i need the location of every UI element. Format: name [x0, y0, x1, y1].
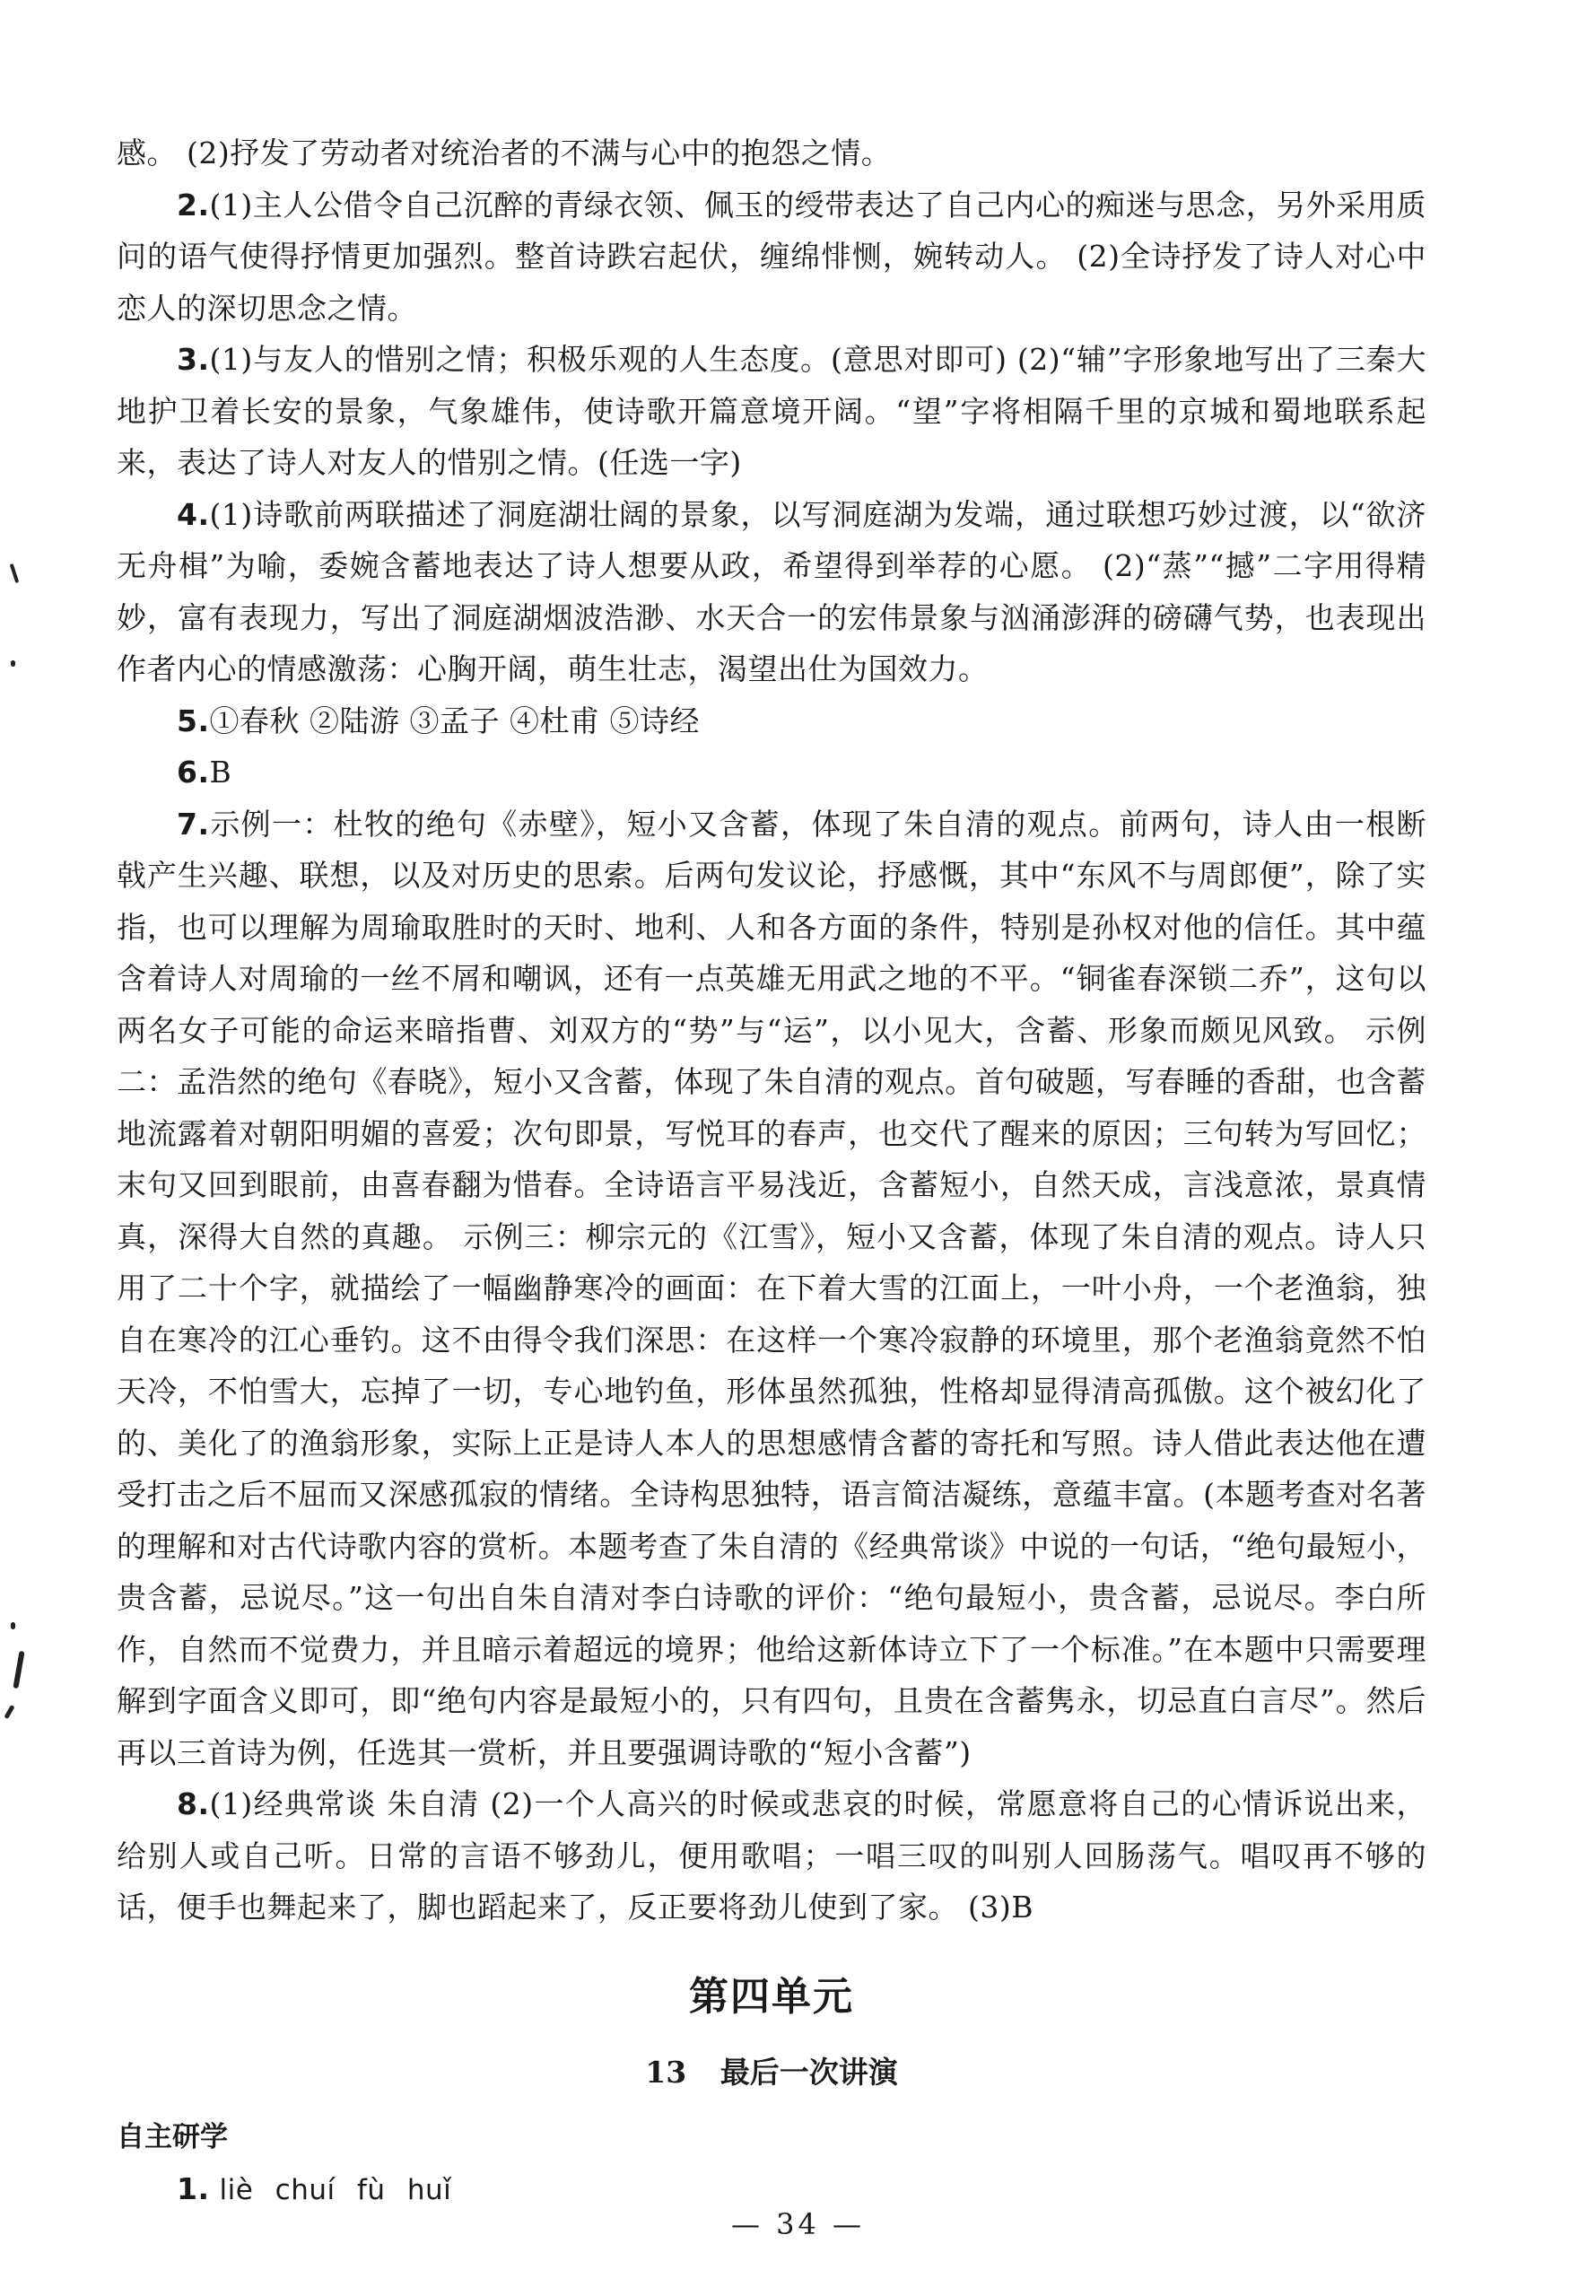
item-text: ①春秋 ②陆游 ③孟子 ④杜甫 ⑤诗经	[209, 703, 700, 738]
item-text: 示例一：杜牧的绝句《赤壁》，短小又含蓄，体现了朱自清的观点。前两句，诗人由一根断戟产生兴趣、联想，以及对历史的思索。后两句发议论，抒感慨，其中“东风不与周郎便”，除了实指，也可以理解为周瑜取胜时的天时、地利、人和各方面的条件，特别是孙权对他的信任。其中蕴含着诗人对周瑜的一丝不屑和嘲讽，还有一点英雄无用武之地的不平。“铜雀春深锁二乔”，这句以两名女子可能的命运来暗指曹、刘双方的“势”与“运”，以小见大，含蓄、形象而颇见风致。 示例二：孟浩然的绝句《春晓》，短小又含蓄，体现了朱自清的观点。首句破题，写春睡的香甜，也含蓄地流露着对朝阳明媚的喜爱；次句即景，写悦耳的春声，也交代了醒来的原因；三句转为写回忆；末句又回到眼前，由喜春翻为惜春。全诗语言平易浅近，含蓄短小，自然天成，言浅意浓，景真情真，深得大自然的真趣。 示例三：柳宗元的《江雪》，短小又含蓄，体现了朱自清的观点。诗人只用了二十个字，就描绘了一幅幽静寒冷的画面：在下着大雪的江面上，一叶小舟，一个老渔翁，独自在寒冷的江心垂钓。这不由得令我们深思：在这样一个寒冷寂静的环境里，那个老渔翁竟然不怕天冷，不怕雪大，忘掉了一切，专心地钓鱼，形体虽然孤独，性格却显得清高孤傲。这个被幻化了的、美化了的渔翁形象，实际上正是诗人本人的思想感情含蓄的寄托和写照。诗人借此表达他在遭受打击之后不屈而又深感孤寂的情绪。全诗构思独特，语言简洁凝练，意蕴丰富。(本题考查对名著的理解和对古代诗歌内容的赏析。本题考查了朱自清的《经典常谈》中说的一句话，“绝句最短小，贵含蓄，忌说尽。”这一句出自朱自清对李白诗歌的评价：“绝句最短小，贵含蓄，忌说尽。李白所作，自然而不觉费力，并且暗示着超远的境界；他给这新体诗立下了一个标准。”在本题中只需要理解到字面含义即可，即“绝句内容是最短小的，只有四句，且贵在含蓄隽永，切忌直白言尽”。然后再以三首诗为例，任选其一赏析，并且要强调诗歌的“短小含蓄”)	[117, 806, 1426, 1770]
page-number: — 34 —	[730, 2207, 866, 2241]
item-number: 5.	[177, 703, 210, 738]
answer-item-4	[117, 489, 1426, 695]
answer-paragraph-continuation: 感。 (2)抒发了劳动者对统治者的不满与心中的抱怨之情。	[117, 135, 892, 170]
answer-item-7	[117, 799, 1426, 1779]
item-text: (1)诗歌前两联描述了洞庭湖壮阔的景象，以写洞庭湖为发端，通过联想巧妙过渡，以“欲济无舟楫”为喻，委婉含蓄地表达了诗人想要从政，希望得到举荐的心愿。 (2)“蒸”“撼”二字用得精妙，富有表现力，写出了洞庭湖烟波浩渺、水天合一的宏伟景象与汹涌澎湃的磅礴气势，也表现出作者内心的情感激荡：心胸开阔，萌生壮志，渴望出仕为国效力。	[117, 496, 1426, 686]
answer-item-6	[117, 746, 1426, 799]
scan-mark	[11, 660, 15, 667]
section-title: 自主研学	[117, 2120, 228, 2153]
pinyin-answer: liè chuí fù huǐ	[219, 2173, 452, 2206]
item-number: 3.	[177, 342, 210, 377]
item-number: 2.	[177, 187, 210, 223]
item-text: B	[209, 755, 232, 790]
unit-title: 第四单元	[689, 1973, 854, 2020]
lesson-title: 13 最后一次讲演	[645, 2054, 898, 2090]
item-text: (1)与友人的惜别之情；积极乐观的人生态度。(意思对即可) (2)“辅”字形象地写出了三秦大地护卫着长安的景象，气象雄伟，使诗歌开篇意境开阔。“望”字将相隔千里的京城和蜀地联系起来，表达了诗人对友人的惜别之情。(任选一字)	[117, 342, 1426, 480]
scan-mark	[13, 1651, 24, 1689]
item-text: (1)主人公借令自己沉醉的青绿衣领、佩玉的绶带表达了自己内心的痴迷与思念，另外采用质问的语气使得抒情更加强烈。整首诗跌宕起伏，缠绵悱恻，婉转动人。 (2)全诗抒发了诗人对心中恋人的深切思念之情。	[117, 187, 1426, 326]
item-number: 1.	[177, 2170, 210, 2206]
item-text: (1)经典常谈 朱自清 (2)一个人高兴的时候或悲哀的时候，常愿意将自己的心情诉说出来，给别人或自己听。日常的言语不够劲儿，便用歌唱；一唱三叹的叫别人回肠荡气。唱叹再不够的话，便手也舞起来了，脚也蹈起来了，反正要将劲儿使到了家。 (3)B	[117, 1786, 1426, 1925]
item-number: 4.	[177, 496, 210, 532]
answer-item-2	[117, 179, 1426, 335]
answer-item-3	[117, 334, 1426, 489]
item-number: 8.	[177, 1786, 210, 1821]
item-number: 6.	[177, 755, 210, 790]
item-number: 7.	[177, 806, 210, 842]
page-content	[117, 127, 1426, 2216]
answer-item-5	[117, 695, 1426, 747]
answer-item-8	[117, 1778, 1426, 1934]
scan-mark	[11, 1622, 15, 1629]
scan-mark	[10, 563, 20, 583]
scan-mark	[4, 1705, 14, 1719]
